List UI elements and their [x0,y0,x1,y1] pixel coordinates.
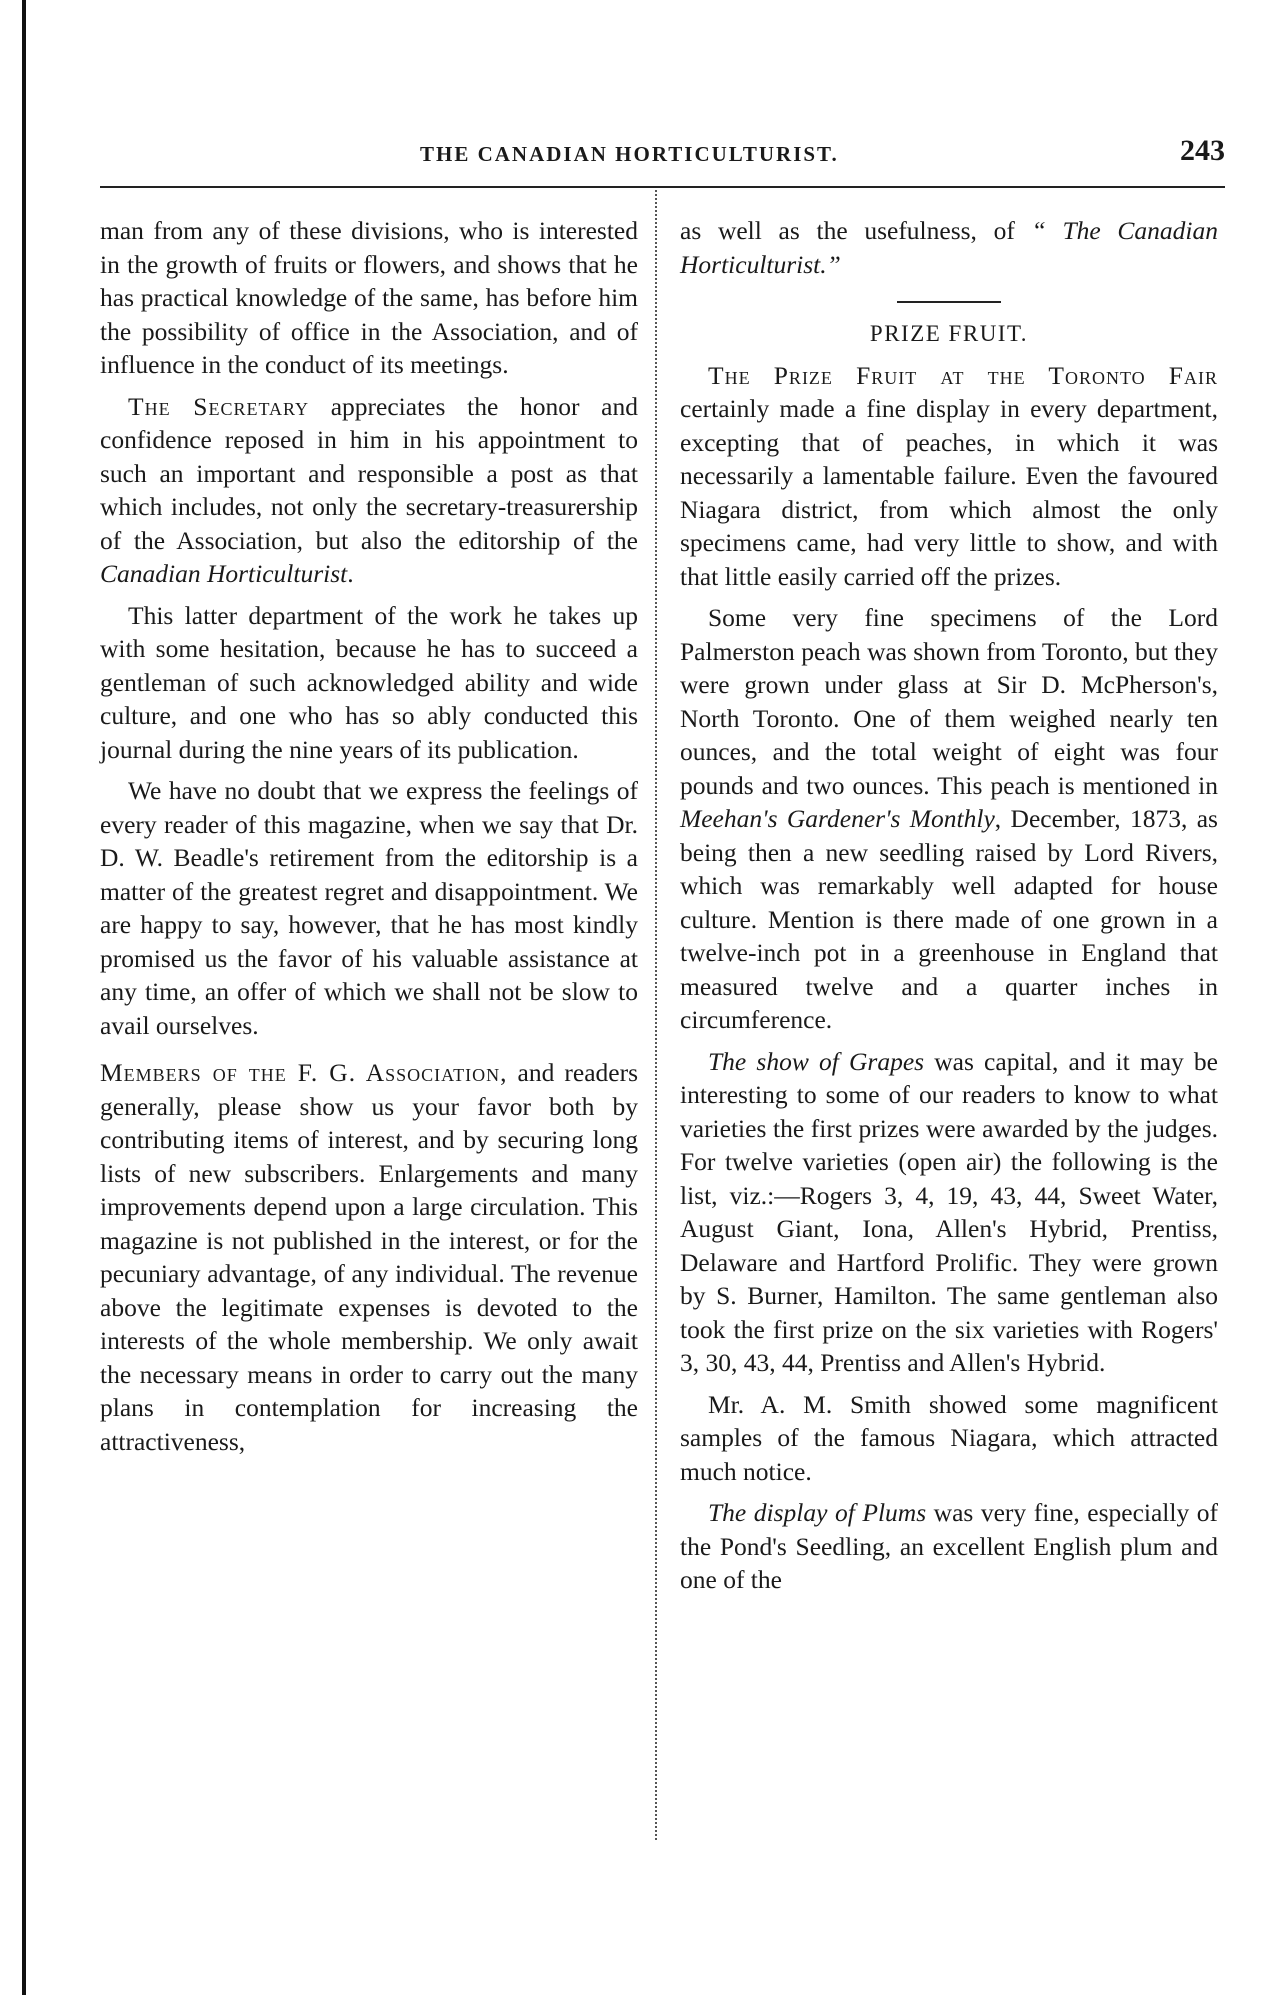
paragraph-text: , December, 1873, as being then a new seedling raised by Lord Rivers, which was remarkably well adapted for house culture. Mention is there made of one grown in a twelve-inch pot in a greenhouse in England that measured twelve and a quarter inches in circumference. [680,804,1218,1034]
paragraph-lead: The show of Grapes [708,1046,925,1076]
column-divider [655,190,658,1840]
journal-name: Meehan's Gardener's Monthly [680,804,995,833]
paragraph-lead: The Secretary [128,391,310,421]
page-number: 243 [1180,134,1225,167]
paragraph-text: man from any of these divisions, who is interested in the growth of fruits or flowers, and shows that he has practical knowledge of the same, has before him the possibility of office in the Association, and of influence in the conduct of its meetings. [100,216,638,379]
paragraph-text: We have no doubt that we express the feelings of every reader of this magazine, when we say that Dr. D. W. Beadle's retirement from the editorship is a matter of the greatest regret and disappointment. We are happy to say, however, that he has most kindly promised us the favor of his valuable assistance at any time, an offer of which we shall not be slow to avail ourselves. [100,776,638,1040]
paragraph [100,390,638,591]
left-column [100,214,638,1466]
paragraph [680,1388,1218,1489]
paragraph-text: This latter department of the work he takes up with some hesitation, because he has to succeed a gentleman of such acknowledged ability and wide culture, and one who has so ably conducted this journal during the nine years of its publication. [100,600,638,764]
paragraph-text: certainly made a fine display in every department, excepting that of peaches, in which it was necessarily a lamentable failure. Even the favoured Niagara district, from which almost the only specimens came, had very little to show, and with that little easily carried off the prizes. [680,394,1218,591]
paragraph-lead: The display of Plums [708,1498,927,1527]
paragraph-text: Some very fine specimens of the Lord Palmerston peach was shown from Toronto, but they were grown under glass at Sir D. McPherson's, North Toronto. One of them weighed nearly ten ounces, and the total weight of eight was four pounds and two ounces. This peach is mentioned in [680,603,1218,800]
paragraph [680,359,1218,594]
section-heading: PRIZE FRUIT. [869,321,1029,346]
paragraph [100,1056,638,1458]
journal-name: Canadian Horticulturist [100,559,348,588]
paragraph [680,214,1218,281]
paragraph-text: as well as the usefulness, of [680,216,1032,245]
paragraph-text: was capital, and it may be interesting to some of our readers to know to what varieties the first prizes were awarded by the judges. For twelve varieties (open air) the following is the list, viz.:—Rogers 3, 4, 19, 43, 44, Sweet Water, August Giant, Iona, Allen's Hybrid, Prentiss, Delaware and Hartford Prolific. They were grown by S. Burner, Hamilton. The same gentleman also took the first prize on the six varieties with Rogers' 3, 30, 43, 44, Prentiss and Allen's Hybrid. [680,1046,1218,1377]
paragraph-lead: The Prize Fruit at the Toronto Fair [708,360,1218,390]
running-head [100,134,1225,174]
journal-name: “ The Canadian Horticulturist.” [680,216,1218,279]
paragraph [680,1045,1218,1380]
paragraph [680,601,1218,1037]
paragraph-text: was very fine, especially of the Pond's Seedling, an excellent English plum and one of the [680,1498,1218,1594]
header-rule [100,186,1225,188]
paragraph [100,774,638,1042]
paragraph-text: appreciates the honor and confidence reposed in him in his appointment to such an important and responsible a post as that which includes, not only the secretary-treasurership of the Association, but also the editorship of the [100,391,638,555]
paragraph-text: and readers generally, please show us your favor both by contributing items of interest, and by securing long lists of new subscribers. Enlargements and many improvements depend upon a large circulation. This magazine is not published in the interest, or for the pecuniary advantage, of any individual. The revenue above the legitimate expenses is devoted to the interests of the whole membership. We only await the necessary means in order to carry out the many plans in contemplation for increasing the attractiveness, [100,1058,638,1456]
paragraph [100,214,638,382]
page-edge-shadow [22,0,26,1995]
paragraph-text: Mr. A. M. Smith showed some magnificent samples of the famous Niagara, which attracted much notice. [680,1389,1218,1486]
right-column [680,214,1218,1605]
paragraph-lead: Members of the F. G. Association, [100,1058,508,1087]
paragraph [680,1496,1218,1597]
section-rule [897,301,1001,303]
paragraph-text: . [347,559,354,588]
journal-title: THE CANADIAN HORTICULTURIST. [420,142,839,166]
paragraph [100,599,638,767]
